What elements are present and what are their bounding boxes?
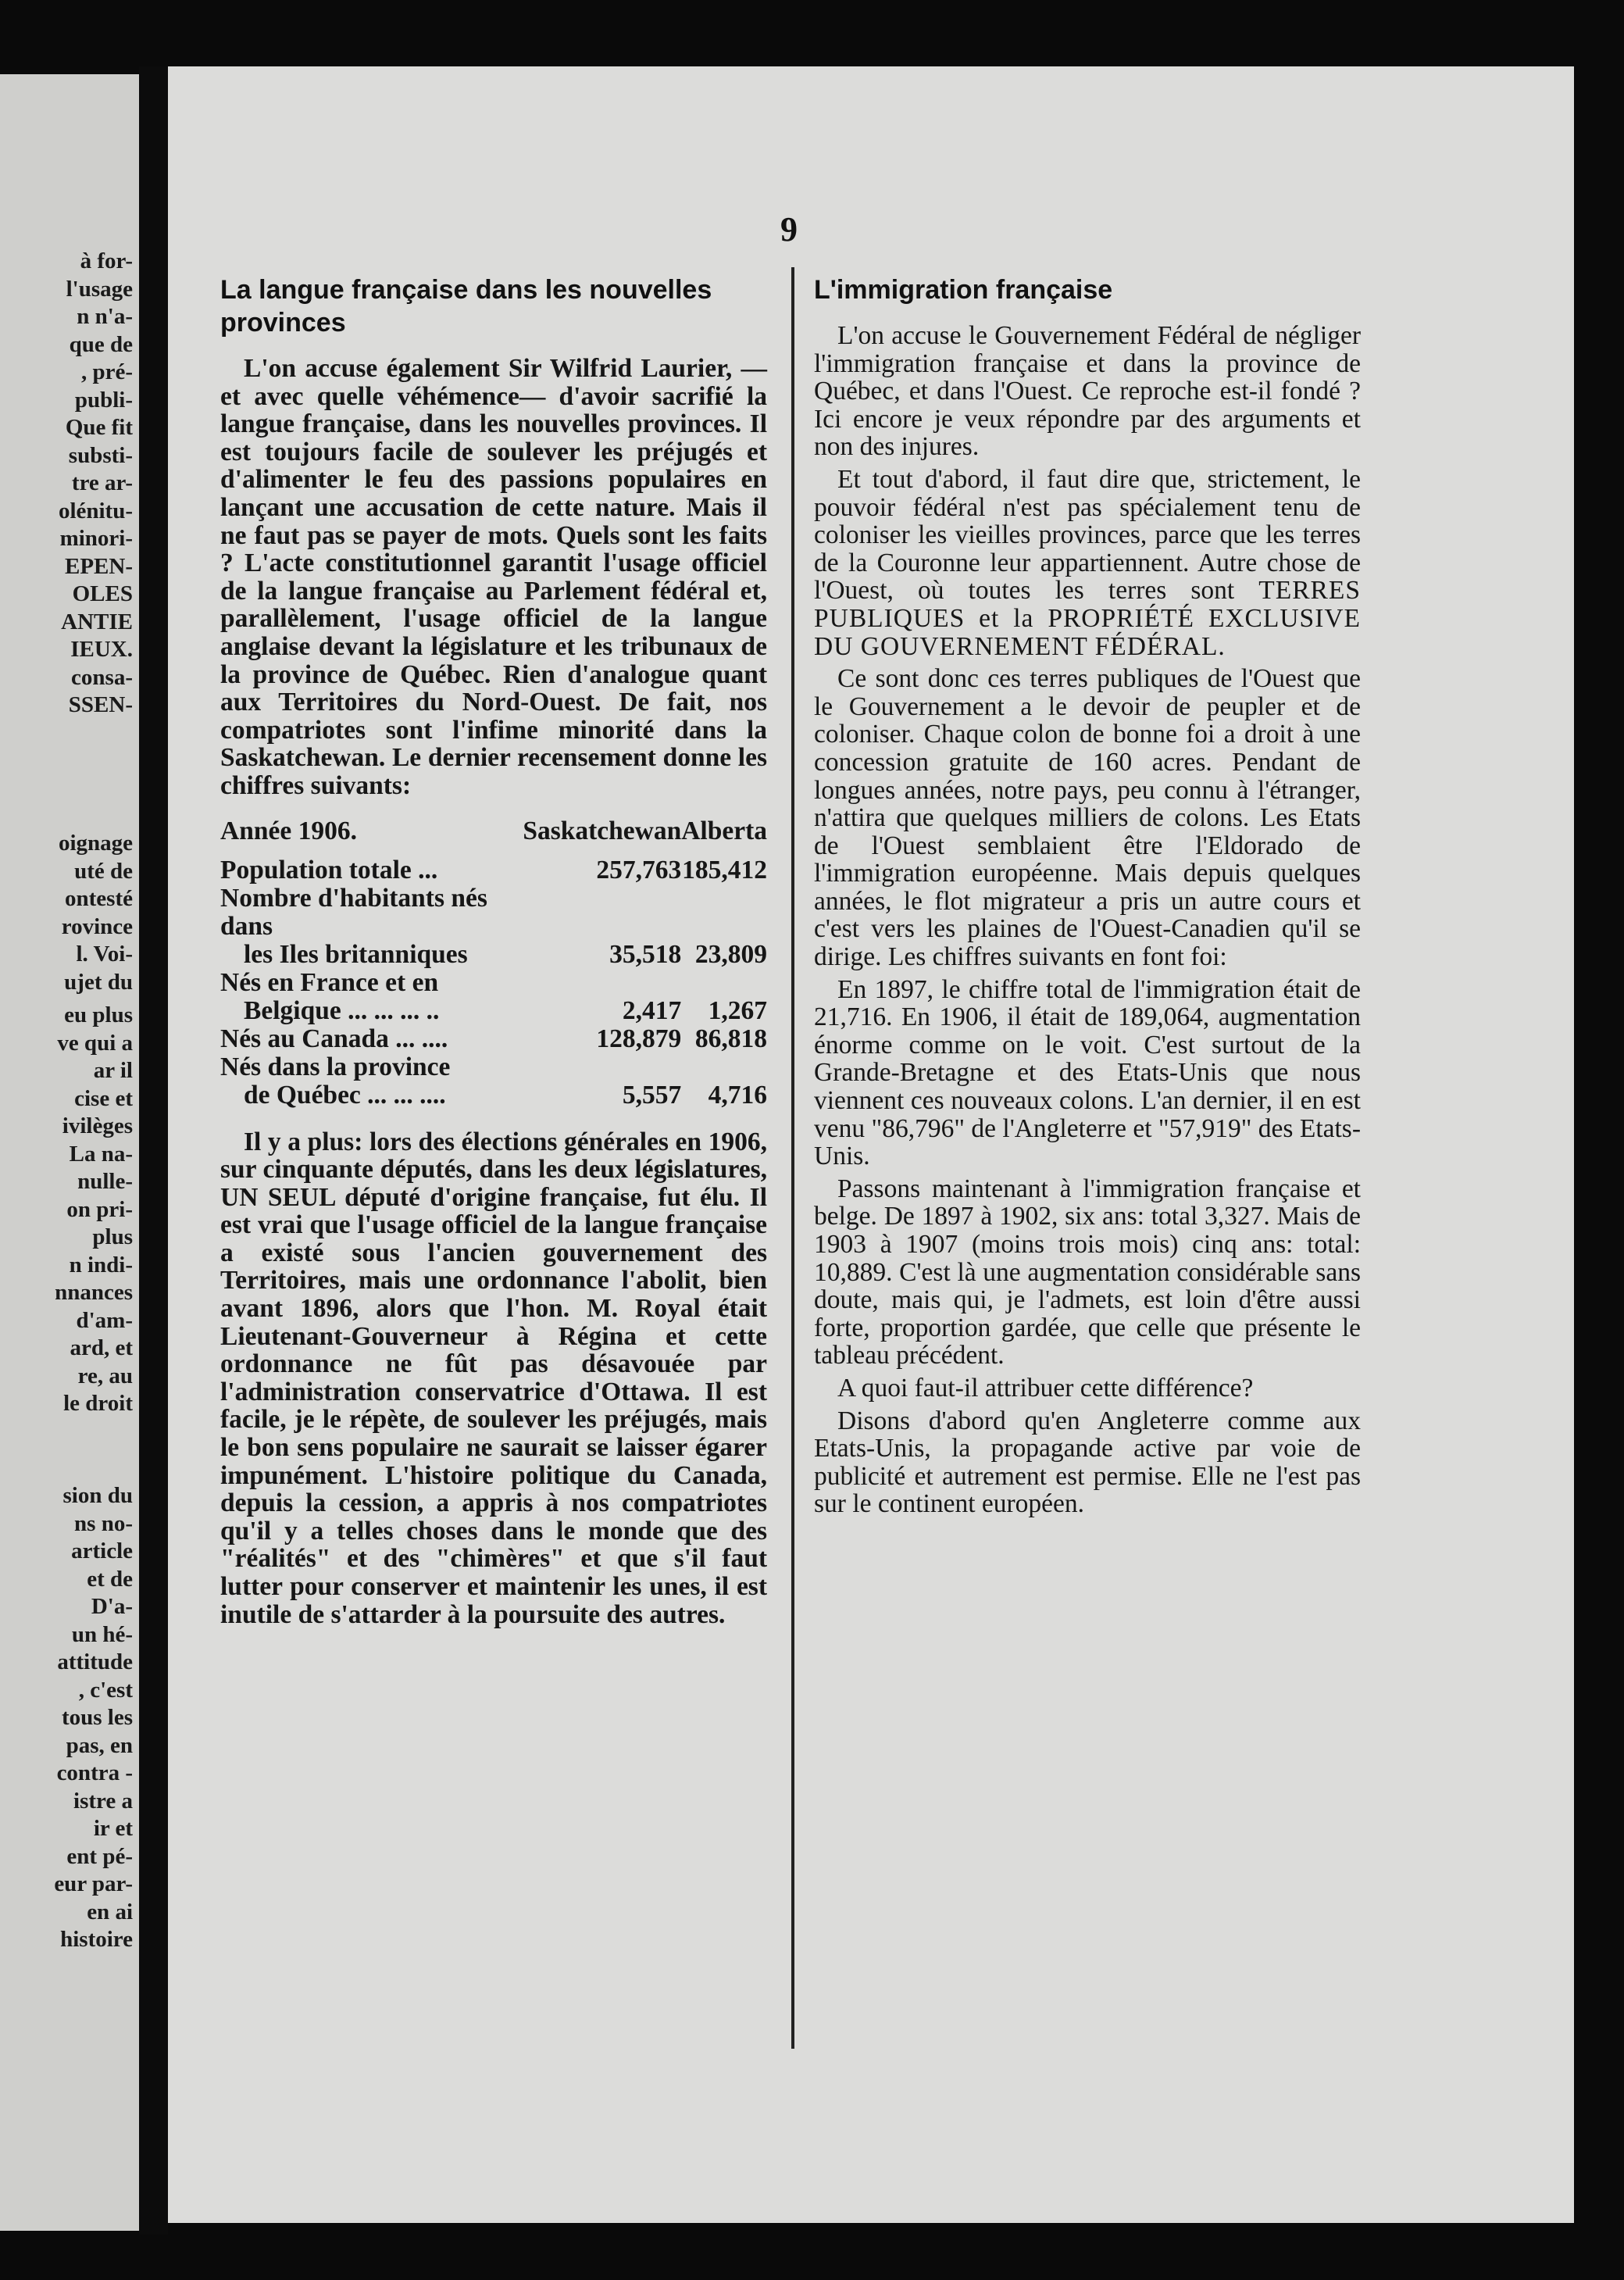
previous-page-text-fragment: ivilèges [62, 1113, 133, 1138]
previous-page-text-fragment: consa- [71, 664, 133, 690]
census-value-sask [523, 1053, 681, 1081]
census-row-label: Population totale ... [220, 855, 438, 884]
census-value-sask: 2,417 [622, 995, 682, 1025]
census-value-sask [523, 884, 681, 941]
census-table-header [220, 817, 767, 856]
right-article-paragraph-2 [814, 466, 1361, 660]
previous-page-text-fragment: nnances [55, 1280, 133, 1305]
census-col-saskatchewan: Saskatchewan [523, 816, 682, 845]
census-row [220, 1053, 767, 1081]
previous-page-text-fragment: OLES [72, 581, 133, 606]
previous-page-text-fragment: istre a [73, 1788, 133, 1814]
right-article-heading: L'immigration française [814, 275, 1113, 305]
page-number: 9 [780, 210, 798, 248]
census-row-label: Nés en France et en [220, 967, 439, 997]
previous-page-text-fragment: d'am- [76, 1307, 133, 1333]
census-row-label: Nés au Canada ... .... [220, 1024, 448, 1053]
census-row [220, 969, 767, 997]
previous-page-text-fragment: EPEN- [65, 553, 133, 579]
previous-page-text-fragment: et de [87, 1566, 133, 1592]
census-row [220, 856, 767, 884]
census-value-sask [523, 969, 681, 997]
binding-gutter [139, 66, 168, 2235]
census-row [220, 941, 767, 969]
previous-page-text-fragment: , pré- [80, 359, 133, 384]
census-row-label: Belgique ... ... ... .. [244, 995, 440, 1025]
right-article-paragraph-6: A quoi faut-il attribuer cette différence? [837, 1373, 1254, 1403]
previous-page-text-fragment: ar il [93, 1058, 133, 1083]
previous-page-text-fragment: cise et [74, 1085, 133, 1111]
previous-page-text-fragment: re, au [77, 1363, 133, 1388]
previous-page-text-fragment: l'usage [66, 276, 133, 302]
census-row-label: les Iles britanniques [244, 939, 468, 969]
previous-page-text-fragment: olénitu- [58, 498, 133, 524]
previous-page-text-fragment: nulle- [77, 1169, 133, 1194]
previous-page-text-fragment: eur par- [54, 1871, 133, 1896]
previous-page-text-fragment: ontesté [65, 886, 133, 911]
census-col-alberta: Alberta [681, 816, 767, 845]
census-value-sask: 35,518 [609, 939, 682, 969]
previous-page-text-fragment: D'a- [91, 1594, 133, 1619]
census-value-alberta: 4,716 [708, 1080, 767, 1110]
previous-page-text-fragment: ir et [93, 1816, 133, 1841]
census-year-label: Année 1906. [220, 816, 357, 845]
previous-page-text-fragment: , c'est [78, 1677, 133, 1703]
previous-page-text-fragment: ent pé- [66, 1843, 133, 1869]
census-row-label: Nés dans la province [220, 1052, 451, 1081]
left-column [220, 273, 767, 1628]
previous-page-text-fragment: ANTIE [61, 609, 133, 634]
paragraph-2-caps: TERRES PUBLIQUES et la PROPRIÉTÉ EXCLUSIVE DU GOUVERNEMENT FÉDÉRAL. [814, 576, 1361, 661]
census-value-sask: 5,557 [622, 1080, 682, 1110]
census-value-alberta [681, 969, 767, 997]
previous-page-edge [0, 74, 139, 2231]
census-value-alberta: 185,412 [682, 855, 767, 884]
previous-page-text-fragment: ns no- [74, 1510, 133, 1536]
previous-page-text-fragment: pas, en [66, 1732, 133, 1758]
census-value-sask: 128,879 [596, 1024, 682, 1053]
previous-page-text-fragment: ard, et [70, 1335, 133, 1360]
right-article-paragraph-4: En 1897, le chiffre total de l'immigration était de 21,716. En 1906, il était de 189,064, augmentation énorme comme on le voit. C'est surtout de la Grande-Bretagne et des Etats-Unis que nous viennent ces nouveaux colons. L'an dernier, il en est venu "86,796" de l'Angleterre et "57,919" des Etats-Unis. [814, 974, 1361, 1171]
previous-page-text-fragment: Que fit [65, 415, 133, 440]
previous-page-text-fragment: IEUX. [70, 637, 133, 662]
previous-page-text-fragment: minori- [59, 526, 133, 551]
right-column [814, 273, 1361, 1518]
previous-page-text-fragment: rovince [61, 913, 133, 939]
previous-page-text-fragment: sion du [62, 1483, 133, 1508]
census-row [220, 884, 767, 941]
column-divider [791, 267, 794, 2049]
census-value-alberta [681, 884, 767, 941]
left-article-paragraph-2: Il y a plus: lors des élections générales en 1906, sur cinquante députés, dans les deux législatures, UN SEUL député d'origine française, fut élu. Il est vrai que l'usage officiel de la langue française a existé sous l'ancien gouvernement des Territoires, mais une ordonnance l'abolit, bien avant 1896, alors que l'hon. M. Royal était Lieutenant-Gouverneur à Régina et cette ordonnance ne fût pas désavouée par l'administration conservatrice d'Ottawa. Il est facile, je le répète, de soulever les préjugés, mais le bon sens populaire ne saurait se laisser égarer impunément. L'histoire politique du Canada, depuis la cession, a appris à nos compatriotes qu'il y a telles choses dans le monde que des "réalités" et des "chimères" et que s'il faut lutter pour conserver et maintenir les unes, il est inutile de s'attarder à la poursuite des autres. [220, 1127, 767, 1629]
census-value-sask: 257,763 [596, 855, 682, 884]
previous-page-text-fragment: ujet du [64, 969, 133, 995]
census-row-label: de Québec ... ... .... [244, 1080, 446, 1110]
previous-page-text-fragment: n indi- [69, 1252, 133, 1278]
previous-page-text-fragment: l. Voi- [76, 942, 133, 967]
previous-page-text-fragment: attitude [57, 1649, 133, 1674]
right-article-paragraph-7: Disons d'abord qu'en Angleterre comme aux Etats-Unis, la propagande active par voie de publicité et autrement est permise. Elle ne l'est pas sur le continent européen. [814, 1406, 1361, 1519]
previous-page-text-fragment: SSEN- [68, 692, 133, 717]
previous-page-text-fragment: à for- [80, 248, 133, 273]
previous-page-text-fragment: plus [92, 1224, 133, 1249]
right-article-paragraph-1: L'on accuse le Gouvernement Fédéral de négliger l'immigration française et dans la province de Québec, et dans l'Ouest. Ce reproche est-il fondé ? Ici encore je veux répondre par des arguments et non des injures. [814, 321, 1361, 462]
previous-page-text-fragment: on pri- [66, 1196, 133, 1222]
previous-page-text-fragment: histoire [60, 1927, 133, 1952]
census-row [220, 1025, 767, 1053]
previous-page-text-fragment: uté de [74, 858, 133, 884]
previous-page-text-fragment: oignage [58, 831, 133, 856]
left-article-heading: La langue française dans les nouvelles provinces [220, 275, 712, 338]
previous-page-text-fragment: publi- [74, 387, 133, 413]
right-article-paragraph-3: Ce sont donc ces terres publiques de l'Ouest que le Gouvernement a le devoir de peupler et de coloniser. Chaque colon de bonne foi a droit à une concession gratuite de 160 acres. Pendant de longues années, notre pays, peu connu à l'étranger, n'attira que quelques milliers de colons. Les Etats de l'Ouest semblaient être l'Eldorado de l'immigration européenne. Mais depuis quelques années, le flot migrateur a pris un autre cours et c'est vers les plaines de l'Ouest-Canadien qu'il se dirige. Les chiffres suivants en font foi: [814, 664, 1361, 972]
previous-page-text-fragment: n n'a- [77, 304, 133, 329]
previous-page-text-fragment: tous les [61, 1705, 133, 1730]
census-value-alberta: 86,818 [694, 1024, 767, 1053]
right-article-paragraph-5: Passons maintenant à l'immigration française et belge. De 1897 à 1902, six ans: total 3,327. Mais de 1903 à 1907 (moins trois mois) cinq ans: total: 10,889. C'est là une augmentation considérable sans doute, mais qui, je l'admets, est loin d'être aussi forte, proportion gardée, que celle que présente le tableau précédent. [814, 1174, 1361, 1371]
census-value-alberta: 23,809 [694, 939, 767, 969]
census-value-alberta: 1,267 [708, 995, 767, 1025]
paragraph-2-text: Et tout d'abord, il faut dire que, strictement, le pouvoir fédéral n'est pas spécialement tenu de coloniser les vieilles provinces, parce que les terres de la Couronne leur appartiennent. Autre chose de l'Ouest, où toutes les terres sont [814, 464, 1361, 606]
census-value-alberta [681, 1053, 767, 1081]
left-article-paragraph-1: L'on accuse également Sir Wilfrid Laurier, — et avec quelle véhémence— d'avoir sacrifié la langue française, dans les nouvelles provinces. Il est toujours facile de soulever les préjugés et d'alimenter le feu des passions populaires en lançant une accusation de cette nature. Mais il ne faut pas se payer de mots. Quels sont les faits ? L'acte constitutionnel garantit l'usage officiel de la langue française au Parlement fédéral et, parallèlement, l'usage officiel de la langue anglaise devant la législature et les tribunaux de la province de Québec. Rien d'analogue quant aux Territoires du Nord-Ouest. De fait, nos compatriotes sont l'infime minorité dans la Saskatchewan. Le dernier recensement donne les chiffres suivants: [220, 354, 767, 800]
previous-page-text-fragment: contra - [56, 1760, 133, 1785]
previous-page-text-fragment: article [71, 1538, 133, 1563]
census-row [220, 997, 767, 1025]
previous-page-text-fragment: La na- [69, 1141, 133, 1167]
previous-page-text-fragment: en ai [87, 1899, 133, 1924]
census-row-label: Nombre d'habitants nés dans [220, 883, 487, 941]
previous-page-text-fragment: tre ar- [71, 470, 133, 495]
previous-page-text-fragment: un hé- [71, 1621, 133, 1647]
previous-page-text-fragment: que de [69, 331, 133, 357]
previous-page-text-fragment: eu plus [64, 1002, 133, 1027]
previous-page-text-fragment: substi- [68, 442, 133, 468]
previous-page-text-fragment: le droit [63, 1391, 133, 1416]
census-table [220, 817, 767, 1110]
previous-page-text-fragment: ve qui a [57, 1030, 133, 1056]
census-row [220, 1081, 767, 1110]
